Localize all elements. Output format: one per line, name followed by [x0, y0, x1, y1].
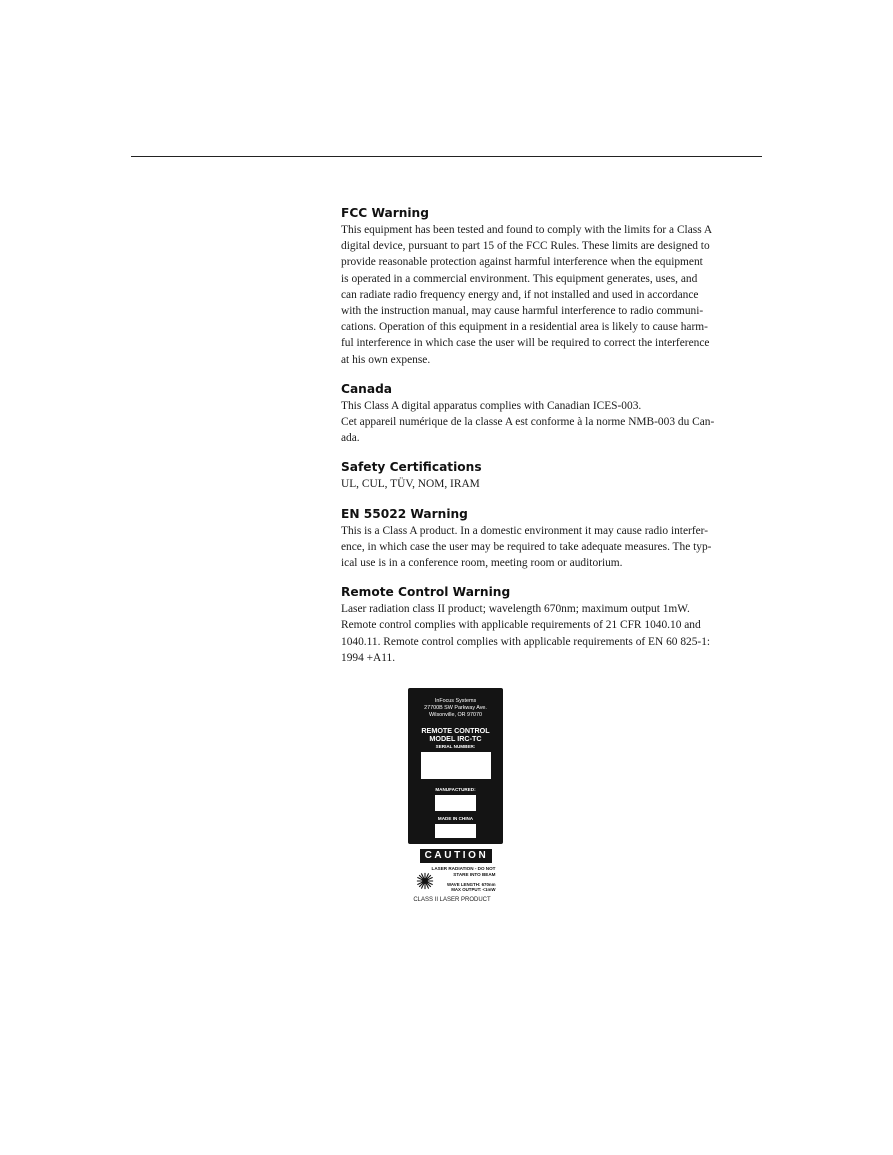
made-in-label: MADE IN CHINA — [437, 815, 474, 821]
en55022-warning-section — [341, 506, 762, 572]
text-line: at his own expense. — [341, 353, 431, 366]
safety-certifications-section — [341, 459, 762, 492]
safety-certifications-text — [341, 476, 762, 492]
text-line: Laser radiation class II product; wavelength 670nm; maximum output 1mW. — [341, 603, 690, 616]
product-model — [408, 727, 503, 744]
product-name: REMOTE CONTROL — [421, 726, 490, 735]
text-line: Remote control complies with applicable requirements of 21 CFR 1040.10 and — [341, 619, 701, 632]
text-line: ful interference in which case the user will be required to correct the interference — [341, 337, 710, 350]
serial-number-label: SERIAL NUMBER: — [435, 743, 476, 749]
laser-specs — [447, 882, 495, 893]
text-line: This is a Class A product. In a domestic environment it may cause radio interfer- — [341, 524, 709, 537]
text-line: with the instruction manual, may cause harmful interference to radio communi- — [341, 305, 704, 318]
en55022-warning-text — [341, 523, 762, 572]
fcc-warning-text — [341, 222, 762, 368]
text-line: Cet appareil numérique de la classe A est conforme à la norme NMB-003 du Can- — [341, 416, 715, 429]
manufactured-label: MANUFACTURED: — [435, 786, 476, 792]
max-output-spec: MAX OUTPUT: <1mW — [451, 887, 496, 893]
model-number: MODEL IRC-TC — [429, 734, 482, 744]
canada-text — [341, 398, 762, 447]
text-line: provide reasonable protection against harmful interference when the equipment — [341, 256, 703, 269]
text-line: ical use is in a conference room, meeting room or auditorium. — [341, 557, 623, 570]
regulatory-content — [341, 205, 762, 679]
text-line: ada. — [341, 432, 360, 445]
text-line: digital device, pursuant to part 15 of the FCC Rules. These limits are designed to — [341, 240, 710, 253]
text-line: This Class A digital apparatus complies with Canadian ICES-003. — [341, 399, 642, 412]
remote-control-warning-text — [341, 601, 762, 666]
fcc-warning-section — [341, 205, 762, 368]
laser-warning — [416, 866, 496, 896]
text-line: UL, CUL, TÜV, NOM, IRAM — [341, 478, 480, 491]
text-line: 1994 +A11. — [341, 651, 396, 664]
remote-control-label — [408, 688, 503, 904]
made-in-box — [435, 824, 476, 838]
address-line-1: 27700B SW Parkway Ave. — [424, 705, 487, 711]
laser-warning-line-1: LASER RADIATION - DO NOT — [431, 866, 496, 871]
manufactured-box — [435, 795, 476, 811]
laser-warning-line-2: STARE INTO BEAM — [453, 871, 496, 877]
remote-control-warning-section — [341, 584, 762, 666]
canada-section — [341, 381, 762, 447]
wavelength-spec: WAVE LENGTH: 670nm — [447, 882, 496, 887]
fcc-warning-heading: FCC Warning — [341, 206, 429, 220]
manufacturer-address — [408, 688, 503, 719]
text-line: ence, in which case the user may be required to take adequate measures. The typ- — [341, 540, 712, 553]
safety-certifications-heading: Safety Certifications — [341, 460, 482, 475]
en55022-warning-heading: EN 55022 Warning — [341, 506, 468, 521]
company-name: InFocus Systems — [434, 698, 477, 704]
text-line: is operated in a commercial environment. This equipment generates, uses, and — [341, 272, 698, 285]
serial-number-box — [421, 752, 491, 779]
address-line-2: Wilsonville, OR 97070 — [428, 712, 483, 718]
remote-control-warning-heading: Remote Control Warning — [341, 585, 511, 600]
laser-warning-text — [432, 866, 496, 877]
text-line: This equipment has been tested and found to comply with the limits for a Class A — [341, 224, 713, 236]
laser-class-text: CLASS II LASER PRODUCT — [413, 897, 491, 903]
text-line: 1040.11. Remote control complies with applicable requirements of EN 60 825-1: — [341, 635, 711, 648]
text-line: cations. Operation of this equipment in a residential area is likely to cause harm- — [341, 321, 708, 334]
header-rule — [131, 156, 762, 157]
caution-banner: CAUTION — [420, 849, 492, 863]
text-line: can radiate radio frequency energy and, if not installed and used in accordance — [341, 288, 699, 301]
caution-label — [408, 849, 503, 904]
product-label-plate — [408, 688, 503, 844]
canada-heading: Canada — [341, 381, 393, 396]
